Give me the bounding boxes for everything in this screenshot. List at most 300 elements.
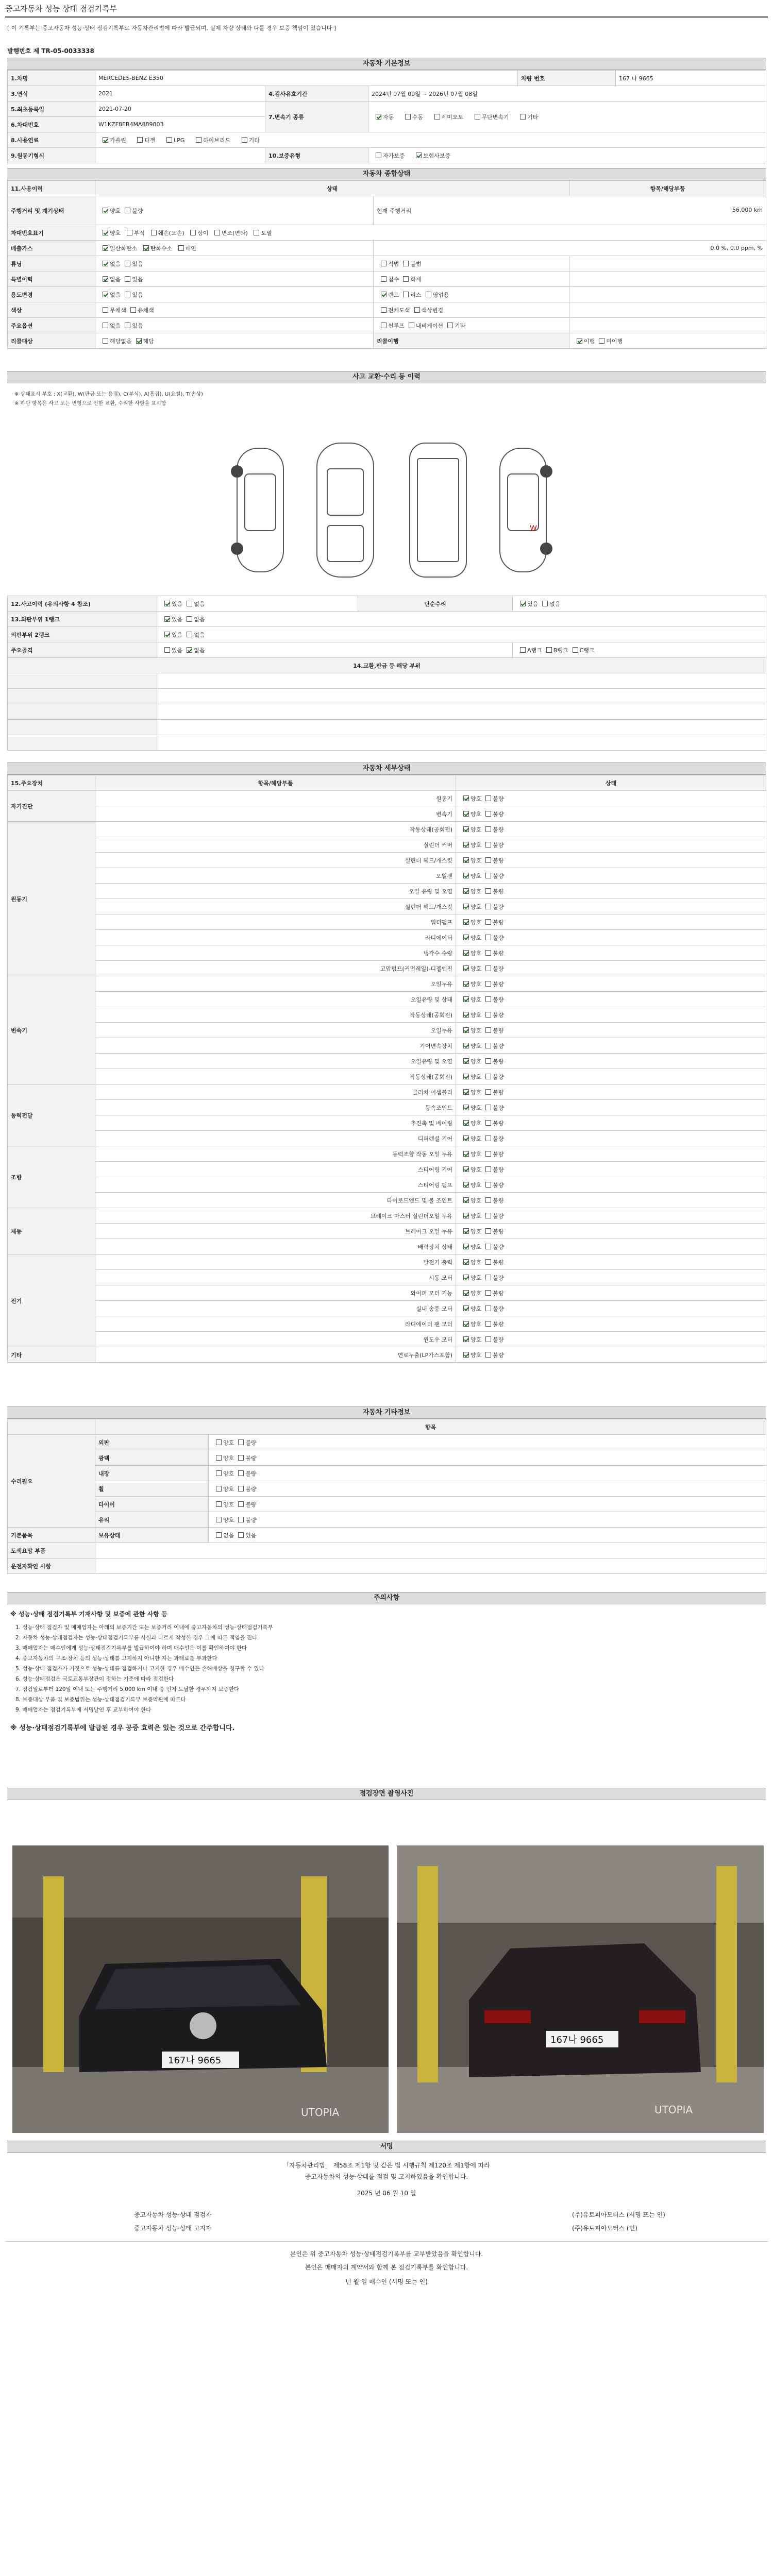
checkbox[interactable] <box>463 1197 469 1203</box>
detail-item-label: 추진축 및 베어링 <box>95 1115 456 1131</box>
checkbox[interactable] <box>103 292 108 297</box>
notifier-value: (주)유토피아모터스 (인) <box>572 2225 637 2232</box>
checkbox[interactable] <box>187 616 192 622</box>
detail-item-state: 양호 불량 <box>456 1054 766 1069</box>
checkbox[interactable] <box>485 1259 491 1265</box>
section-signature-title: 서명 <box>7 2141 766 2153</box>
checkbox[interactable] <box>463 1136 469 1141</box>
checkbox[interactable] <box>463 873 469 878</box>
car-name-label: 1.차명 <box>8 71 95 86</box>
checkbox[interactable] <box>485 965 491 971</box>
detail-item-label: 오일 유량 및 오염 <box>95 884 456 899</box>
col-head-device: 15.주요장치 <box>8 775 95 791</box>
option-label: 없음 <box>194 647 205 654</box>
checkbox[interactable] <box>475 114 480 120</box>
option-label: 없음 <box>110 260 121 267</box>
buyer-confirm-2: 본인은 매매자의 계약서와 함께 본 점검기록부를 확인합니다. <box>305 2264 468 2271</box>
notes-header: ※ 성능·상태 점검기록부 기재사항 및 보증에 관한 사항 등 <box>10 1611 167 1618</box>
checkbox[interactable] <box>485 1136 491 1141</box>
checkbox[interactable] <box>125 292 130 297</box>
emission-options <box>95 241 374 256</box>
checkbox[interactable] <box>463 1058 469 1064</box>
checkbox[interactable] <box>103 323 108 328</box>
checkbox[interactable] <box>463 1074 469 1079</box>
checkbox[interactable] <box>463 1105 469 1110</box>
warranty-options <box>368 148 766 163</box>
checkbox[interactable] <box>485 1043 491 1048</box>
checkbox[interactable] <box>405 114 411 120</box>
checkbox[interactable] <box>542 601 548 606</box>
mileage-label: 현재 주행거리 <box>377 207 412 214</box>
checkbox[interactable] <box>546 647 552 653</box>
checkbox[interactable] <box>416 152 422 158</box>
checkbox[interactable] <box>238 1517 244 1522</box>
device-group-label: 제동 <box>8 1208 95 1255</box>
accident-history-table <box>7 596 766 751</box>
checkbox[interactable] <box>485 1228 491 1234</box>
checkbox[interactable] <box>463 1306 469 1311</box>
transmission-options <box>368 101 766 132</box>
tuning-label: 튜닝 <box>8 256 95 272</box>
vin-value: W1KZF8EB4MA889803 <box>95 117 265 132</box>
note-item: 4. 중고자동차의 구조·장치 등의 성능·상태를 고지하지 아니한 자는 과태료를 부과한다 <box>15 1655 217 1662</box>
checkbox[interactable] <box>463 1352 469 1358</box>
checkbox[interactable] <box>485 1151 491 1157</box>
detail-item-state: 양호 불량 <box>456 1332 766 1347</box>
vin-mark-options <box>95 225 766 241</box>
fuel-label: 8.사용연료 <box>8 132 95 148</box>
option-label: 불량 <box>132 207 143 214</box>
checkbox[interactable] <box>125 276 130 282</box>
option-label: 미이행 <box>606 337 623 345</box>
checkbox[interactable] <box>485 1321 491 1327</box>
col-head-status: 상태 <box>95 181 569 196</box>
detail-item-label: 스티어링 기어 <box>95 1162 456 1177</box>
detail-item-state: 양호 불량 <box>456 1146 766 1162</box>
checkbox[interactable] <box>381 323 386 328</box>
detail-item-label: 작동상태(공회전) <box>95 1069 456 1084</box>
option-label: 렌트 <box>388 291 399 298</box>
checkbox[interactable] <box>137 137 143 143</box>
option-label: 기타 <box>527 113 539 121</box>
checkbox[interactable] <box>103 276 108 282</box>
checkbox[interactable] <box>520 647 526 653</box>
checkbox[interactable] <box>485 1012 491 1018</box>
option-label: 있음 <box>132 322 143 329</box>
checkbox[interactable] <box>125 323 130 328</box>
option-label: 양호 <box>110 207 121 214</box>
detail-item-state: 양호 불량 <box>456 822 766 837</box>
checkbox[interactable] <box>426 292 431 297</box>
checkbox[interactable] <box>463 996 469 1002</box>
checkbox[interactable] <box>187 601 192 606</box>
option-label: 있음 <box>132 260 143 267</box>
rear-photo <box>397 1845 764 2133</box>
checkbox[interactable] <box>463 1166 469 1172</box>
section-accident-title: 사고 교환·수리 등 이력 <box>7 371 766 383</box>
checkbox[interactable] <box>151 230 157 235</box>
checkbox[interactable] <box>254 230 259 235</box>
device-group-label: 자기진단 <box>8 791 95 822</box>
garage-sign: UTOPIA <box>301 2106 340 2119</box>
plate-text: 167나 9665 <box>168 2055 222 2066</box>
option-label: 있음 <box>527 600 539 607</box>
option-label: 매연 <box>185 245 196 252</box>
detail-item-label: 윈도우 모터 <box>95 1332 456 1347</box>
checkbox[interactable] <box>485 1105 491 1110</box>
checkbox[interactable] <box>434 114 440 120</box>
checkbox[interactable] <box>216 1439 222 1445</box>
option-label: 없음 <box>194 600 205 607</box>
option-label: 기타 <box>455 322 466 329</box>
checkbox[interactable] <box>242 137 247 143</box>
engine-type-value <box>95 148 265 163</box>
detail-item-label: 타이로드엔드 및 볼 조인트 <box>95 1193 456 1208</box>
row-label: 타이어 <box>95 1497 209 1512</box>
notifier-label: 중고자동차 성능·상태 고지자 <box>134 2225 212 2232</box>
emission-label: 배출가스 <box>8 241 95 256</box>
option-label: 있음 <box>172 600 183 607</box>
checkbox[interactable] <box>103 307 108 313</box>
detail-item-label: 라디에이터 <box>95 930 456 945</box>
checkbox[interactable] <box>463 857 469 863</box>
checkbox[interactable] <box>520 601 526 606</box>
checkbox[interactable] <box>463 1213 469 1218</box>
checkbox[interactable] <box>463 1089 469 1095</box>
detail-item-state: 양호 불량 <box>456 1069 766 1084</box>
checkbox[interactable] <box>463 919 469 925</box>
checkbox[interactable] <box>196 137 201 143</box>
checkbox[interactable] <box>238 1486 244 1492</box>
row-label: 내장 <box>95 1466 209 1481</box>
checkbox[interactable] <box>125 208 130 213</box>
option-label: 있음 <box>172 616 183 623</box>
checkbox[interactable] <box>485 857 491 863</box>
option-label: 하이브리드 <box>203 137 231 144</box>
checkbox[interactable] <box>414 307 420 313</box>
checkbox[interactable] <box>485 904 491 909</box>
option-label: 기타 <box>248 137 260 144</box>
detail-item-state: 양호 불량 <box>456 1270 766 1285</box>
option-label: 도말 <box>261 229 272 236</box>
checkbox[interactable] <box>463 795 469 801</box>
checkbox[interactable] <box>463 1336 469 1342</box>
detail-item-state: 양호 불량 <box>456 791 766 806</box>
engine-type-label: 9.원동기형식 <box>8 148 95 163</box>
odometer-label: 주행거리 및 계기상태 <box>8 196 95 225</box>
checkbox[interactable] <box>463 1043 469 1048</box>
checkbox[interactable] <box>216 1455 222 1461</box>
checkbox[interactable] <box>485 1089 491 1095</box>
checkbox[interactable] <box>485 795 491 801</box>
vin-mark-label: 차대번호표기 <box>8 225 95 241</box>
checkbox[interactable] <box>216 1486 222 1492</box>
device-group-label: 전기 <box>8 1255 95 1347</box>
checkbox[interactable] <box>463 1321 469 1327</box>
checkbox[interactable] <box>520 114 526 120</box>
inspection-period-label: 4.검사유효기간 <box>265 86 368 101</box>
detail-item-label: 오일누유 <box>95 976 456 992</box>
detail-item-label: 브레이크 오일 누유 <box>95 1224 456 1239</box>
checkbox[interactable] <box>136 338 142 344</box>
checkbox[interactable] <box>463 1027 469 1033</box>
checkbox[interactable] <box>143 245 149 251</box>
checkbox[interactable] <box>485 1275 491 1280</box>
option-label: 화재 <box>410 276 422 283</box>
checkbox[interactable] <box>447 323 453 328</box>
checkbox[interactable] <box>214 230 220 235</box>
option-label: 불법 <box>410 260 422 267</box>
option-label: LPG <box>174 137 185 144</box>
row-label: 외판 <box>95 1435 209 1450</box>
checkbox[interactable] <box>485 1058 491 1064</box>
option-label: 보험사보증 <box>423 152 451 159</box>
checkbox[interactable] <box>485 1166 491 1172</box>
plate-label: 차량 번호 <box>518 71 616 86</box>
detail-item-label: 고압펌프(커먼레일)-디젤엔진 <box>95 961 456 976</box>
checkbox[interactable] <box>463 1275 469 1280</box>
checkbox[interactable] <box>463 1182 469 1188</box>
checkbox[interactable] <box>238 1501 244 1507</box>
detail-item-label: 실린더 헤드/개스킷 <box>95 899 456 914</box>
detail-item-state: 양호 불량 <box>456 1177 766 1193</box>
checkbox[interactable] <box>485 1027 491 1033</box>
checkbox[interactable] <box>216 1532 222 1538</box>
detail-item-state: 양호 불량 <box>456 945 766 961</box>
row-label: 광택 <box>95 1450 209 1466</box>
detail-item-label: 배력장치 상태 <box>95 1239 456 1255</box>
checkbox[interactable] <box>485 826 491 832</box>
checkbox[interactable] <box>381 307 386 313</box>
year-value: 2021 <box>95 86 265 101</box>
checkbox[interactable] <box>376 114 381 120</box>
detail-item-state: 양호 불량 <box>456 806 766 822</box>
usage-change-label: 용도변경 <box>8 287 95 302</box>
main-frame-label: 주요골격 <box>8 642 157 658</box>
checkbox[interactable] <box>216 1517 222 1522</box>
detail-item-state: 양호 불량 <box>456 1239 766 1255</box>
checkbox[interactable] <box>103 245 108 251</box>
checkbox[interactable] <box>164 632 170 637</box>
checkbox[interactable] <box>164 616 170 622</box>
car-damage-diagram <box>227 433 557 587</box>
checkbox[interactable] <box>485 1306 491 1311</box>
checkbox[interactable] <box>127 230 132 235</box>
checkbox[interactable] <box>463 842 469 848</box>
checkbox[interactable] <box>485 1336 491 1342</box>
detail-item-state: 양호 불량 <box>456 853 766 868</box>
first-reg-value: 2021-07-20 <box>95 101 265 117</box>
checkbox[interactable] <box>376 152 381 158</box>
checkbox[interactable] <box>125 261 130 266</box>
checkbox[interactable] <box>190 230 196 235</box>
checkbox[interactable] <box>409 323 414 328</box>
row-label: 휠 <box>95 1481 209 1497</box>
detail-item-label: 브레이크 마스터 실린더오일 누유 <box>95 1208 456 1224</box>
checkbox[interactable] <box>463 1290 469 1296</box>
detail-item-label: 작동상태(공회전) <box>95 822 456 837</box>
option-label: 있음 <box>132 291 143 298</box>
checkbox[interactable] <box>485 811 491 817</box>
checkbox[interactable] <box>485 842 491 848</box>
recall-label: 리콜대상 <box>8 333 95 349</box>
checkbox[interactable] <box>178 245 184 251</box>
option-label: 없음 <box>194 631 205 638</box>
row-label: 유리 <box>95 1512 209 1528</box>
checkbox[interactable] <box>381 276 386 282</box>
checkbox[interactable] <box>485 996 491 1002</box>
checkbox[interactable] <box>216 1501 222 1507</box>
checkbox[interactable] <box>485 1352 491 1358</box>
note-item: 7. 점검일로부터 120일 이내 또는 주행거리 5,000 km 이내 중 먼저 도달한 경우까지 보증한다 <box>15 1686 240 1692</box>
option-label: 유채색 <box>137 307 154 314</box>
fuel-options <box>95 132 766 148</box>
option-label: 무채색 <box>110 307 126 314</box>
option-label: 훼손(오손) <box>158 229 184 236</box>
section-other-info-title: 자동차 기타정보 <box>7 1406 766 1419</box>
option-label: 해당 <box>143 337 154 345</box>
checkbox[interactable] <box>463 1151 469 1157</box>
checkbox[interactable] <box>485 919 491 925</box>
option-label: 수동 <box>412 113 424 121</box>
checkbox[interactable] <box>130 307 136 313</box>
detail-item-label: 발전기 출력 <box>95 1255 456 1270</box>
sign-text-1: 「자동차관리법」 제58조 제1항 및 같은 법 시행규칙 제120조 제1항에 따라 <box>283 2162 490 2169</box>
checkbox[interactable] <box>238 1455 244 1461</box>
checkbox[interactable] <box>485 888 491 894</box>
checkbox[interactable] <box>103 137 108 143</box>
checkbox[interactable] <box>103 338 108 344</box>
checkbox[interactable] <box>463 1012 469 1018</box>
checkbox[interactable] <box>485 1244 491 1249</box>
option-label: B랭크 <box>553 647 568 654</box>
note-item: 6. 성능·상태점검은 국토교통부장관이 정하는 기준에 따라 점검한다 <box>15 1676 174 1682</box>
checkbox[interactable] <box>463 935 469 940</box>
detail-item-label: 와이퍼 모터 기능 <box>95 1285 456 1301</box>
checkbox[interactable] <box>485 1120 491 1126</box>
detail-item-label: 기어변속장치 <box>95 1038 456 1054</box>
checkbox[interactable] <box>166 137 172 143</box>
color-label: 색상 <box>8 302 95 318</box>
option-label: 내비게이션 <box>415 322 444 329</box>
detail-item-state: 양호 불량 <box>456 884 766 899</box>
checkbox[interactable] <box>485 1182 491 1188</box>
detail-item-label: 작동상태(공회전) <box>95 1007 456 1023</box>
checkbox[interactable] <box>485 950 491 956</box>
checkbox[interactable] <box>164 601 170 606</box>
checkbox[interactable] <box>463 1228 469 1234</box>
symbol-legend: ※ 상태표시 부호 : X(교환), W(판금 또는 용접), C(부식), A(흠집), U(요철), T(손상) <box>14 392 203 397</box>
checkbox[interactable] <box>103 261 108 266</box>
checkbox[interactable] <box>485 1213 491 1218</box>
first-reg-label: 5.최초등록일 <box>8 101 95 117</box>
checkbox[interactable] <box>381 261 386 266</box>
section-basic-info-title: 자동차 기본정보 <box>7 58 766 70</box>
device-group-label: 기타 <box>8 1347 95 1363</box>
checkbox[interactable] <box>463 1244 469 1249</box>
checkbox[interactable] <box>238 1470 244 1476</box>
checkbox[interactable] <box>463 888 469 894</box>
driver-check-label: 운전자확인 사항 <box>8 1558 95 1574</box>
detail-item-label: 스티어링 펌프 <box>95 1177 456 1193</box>
checkbox[interactable] <box>463 965 469 971</box>
col-head-parts: 항목/해당부품 <box>569 181 766 196</box>
checkbox[interactable] <box>187 647 192 653</box>
checkbox[interactable] <box>403 292 409 297</box>
option-label: 썬루프 <box>388 322 405 329</box>
checkbox[interactable] <box>599 338 604 344</box>
odometer-options <box>95 196 374 225</box>
inspector-label: 중고자동차 성능·상태 점검자 <box>134 2211 212 2218</box>
plate-value: 167 나 9665 <box>616 71 766 86</box>
detail-item-state: 양호 불량 <box>456 1224 766 1239</box>
option-label: 무단변속기 <box>481 113 509 121</box>
checkbox[interactable] <box>403 276 409 282</box>
checkbox[interactable] <box>238 1439 244 1445</box>
vin-label: 6.차대번호 <box>8 117 95 132</box>
checkbox[interactable] <box>187 632 192 637</box>
inspection-period-value: 2024년 07월 09일 ~ 2026년 07월 08일 <box>368 86 766 101</box>
checkbox[interactable] <box>216 1470 222 1476</box>
detail-item-label: 냉각수 수량 <box>95 945 456 961</box>
checkbox[interactable] <box>463 1259 469 1265</box>
detail-item-state: 양호 불량 <box>456 899 766 914</box>
detail-item-state: 양호 불량 <box>456 1347 766 1363</box>
option-label: 가솔린 <box>110 137 126 144</box>
checkbox[interactable] <box>463 981 469 987</box>
option-label: 디젤 <box>144 137 156 144</box>
detail-item-label: 동력조향 작동 오일 누유 <box>95 1146 456 1162</box>
checkbox[interactable] <box>485 873 491 878</box>
warranty-label: 10.보증유형 <box>265 148 368 163</box>
notes-footer: ※ 성능·상태점검기록부에 발급된 경우 공증 효력은 있는 것으로 간주합니다. <box>10 1724 235 1732</box>
note-item: 3. 매매업자는 매수인에게 성능·상태점검기록부를 발급하여야 하며 매수인은 이를 확인하여야 한다 <box>15 1645 247 1651</box>
checkbox[interactable] <box>485 1074 491 1079</box>
detail-item-label: 실린더 커버 <box>95 837 456 853</box>
detail-item-state: 양호 불량 <box>456 1115 766 1131</box>
checkbox[interactable] <box>381 292 386 297</box>
checkbox[interactable] <box>463 950 469 956</box>
checkbox[interactable] <box>577 338 582 344</box>
checkbox[interactable] <box>485 1197 491 1203</box>
detail-item-state: 양호 불량 <box>456 1131 766 1146</box>
detail-item-label: 실린더 헤드/개스킷 <box>95 853 456 868</box>
checkbox[interactable] <box>485 1290 491 1296</box>
checkbox[interactable] <box>403 261 409 266</box>
checkbox[interactable] <box>485 981 491 987</box>
option-label: 세미오토 <box>441 113 464 121</box>
basic-items-label: 기본품목 <box>8 1528 95 1543</box>
checkbox[interactable] <box>573 647 578 653</box>
option-label: 양호 <box>110 229 121 236</box>
option-label: 변조(변타) <box>221 229 248 236</box>
detail-item-state: 양호 불량 <box>456 1100 766 1115</box>
checkbox[interactable] <box>463 826 469 832</box>
checkbox[interactable] <box>164 647 170 653</box>
detail-item-state: 양호 불량 <box>456 1007 766 1023</box>
detail-item-state: 양호 불량 <box>456 992 766 1007</box>
buyer-sign-line: 년 월 일 매수인 (서명 또는 인) <box>345 2278 428 2285</box>
checkbox[interactable] <box>485 935 491 940</box>
checkbox[interactable] <box>463 904 469 909</box>
detail-item-label: 원동기 <box>95 791 456 806</box>
checkbox[interactable] <box>103 208 108 213</box>
checkbox[interactable] <box>103 230 108 235</box>
checkbox[interactable] <box>463 811 469 817</box>
plate-text-rear: 167나 9665 <box>550 2035 604 2045</box>
checkbox[interactable] <box>463 1120 469 1126</box>
checkbox[interactable] <box>238 1532 244 1538</box>
